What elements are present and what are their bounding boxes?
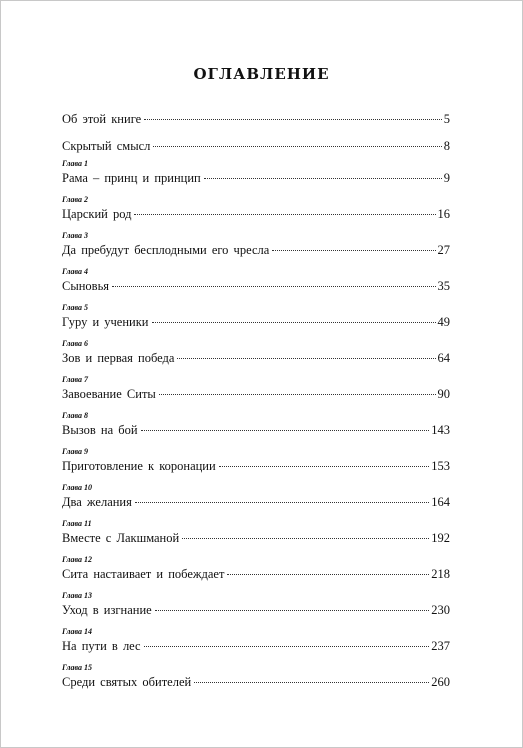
chapter-label: Глава 10	[62, 483, 93, 492]
dot-leader	[227, 574, 429, 575]
entry-page-number: 218	[431, 567, 450, 581]
dot-leader	[204, 178, 442, 179]
dot-leader	[159, 394, 436, 395]
entry-page-number: 27	[437, 243, 450, 257]
toc-entry	[62, 105, 450, 132]
entry-page-number: 164	[431, 495, 450, 509]
entry-title: Уход в изгнание	[62, 603, 152, 617]
toc-entry	[62, 627, 450, 663]
toc-entry-line	[62, 138, 450, 154]
entry-title: Два желания	[62, 495, 132, 509]
dot-leader	[112, 286, 435, 287]
entry-title: Среди святых обителей	[62, 675, 192, 689]
entry-title: Царский род	[62, 207, 132, 221]
entry-page-number: 90	[437, 387, 450, 401]
dot-leader	[153, 146, 441, 147]
entry-title: На пути в лес	[62, 639, 141, 653]
toc-entry	[62, 267, 450, 303]
chapter-label: Глава 9	[62, 447, 89, 456]
entry-title: Гуру и ученики	[62, 315, 149, 329]
table-of-contents	[62, 105, 450, 699]
toc-entry	[62, 303, 450, 339]
entry-page-number: 49	[437, 315, 450, 329]
toc-entry	[62, 339, 450, 375]
entry-title: Да пребудут бесплодными его чресла	[62, 243, 270, 257]
chapter-label: Глава 4	[62, 267, 89, 276]
chapter-label: Глава 2	[62, 195, 89, 204]
chapter-label: Глава 7	[62, 375, 89, 384]
toc-entry	[62, 483, 450, 519]
entry-title: Зов и первая победа	[62, 351, 175, 365]
page-title: ОГЛАВЛЕНИЕ	[193, 65, 330, 83]
dot-leader	[272, 250, 435, 251]
toc-entry-line	[62, 674, 450, 690]
dot-leader	[152, 322, 436, 323]
entry-page-number: 143	[431, 423, 450, 437]
toc-entry-line	[62, 602, 450, 618]
entry-title: Скрытый смысл	[62, 139, 151, 153]
toc-entry	[62, 231, 450, 267]
toc-entry-line	[62, 638, 450, 654]
toc-entry	[62, 411, 450, 447]
chapter-label: Глава 12	[62, 555, 93, 564]
entry-page-number: 260	[431, 675, 450, 689]
entry-title: Приготовление к коронации	[62, 459, 216, 473]
chapter-label: Глава 15	[62, 663, 93, 672]
entry-title: Вызов на бой	[62, 423, 138, 437]
toc-entry-line	[62, 242, 450, 258]
toc-entry	[62, 447, 450, 483]
entry-title: Сита настаивает и побеждает	[62, 567, 225, 581]
entry-page-number: 16	[437, 207, 450, 221]
dot-leader	[135, 502, 429, 503]
dot-leader	[177, 358, 435, 359]
entry-title: Сыновья	[62, 279, 110, 293]
toc-entry	[62, 591, 450, 627]
entry-title: Рама – принц и принцип	[62, 171, 201, 185]
toc-entry	[62, 555, 450, 591]
toc-entry	[62, 159, 450, 195]
toc-entry	[62, 195, 450, 231]
toc-entry	[62, 663, 450, 699]
entry-page-number: 230	[431, 603, 450, 617]
entry-page-number: 9	[443, 171, 450, 185]
toc-entry-line	[62, 111, 450, 127]
chapter-label: Глава 6	[62, 339, 89, 348]
entry-page-number: 64	[437, 351, 450, 365]
entry-title: Завоевание Ситы	[62, 387, 156, 401]
chapter-label: Глава 14	[62, 627, 93, 636]
toc-entry-line	[62, 278, 450, 294]
toc-entry-line	[62, 494, 450, 510]
toc-entry-line	[62, 314, 450, 330]
entry-page-number: 35	[437, 279, 450, 293]
toc-entry-line	[62, 206, 450, 222]
toc-entry-line	[62, 170, 450, 186]
toc-entry-line	[62, 530, 450, 546]
toc-entry	[62, 375, 450, 411]
chapter-label: Глава 3	[62, 231, 89, 240]
dot-leader	[155, 610, 430, 611]
entry-page-number: 153	[431, 459, 450, 473]
dot-leader	[219, 466, 430, 467]
entry-page-number: 5	[443, 112, 450, 126]
dot-leader	[144, 646, 430, 647]
entry-page-number: 237	[431, 639, 450, 653]
toc-entry-line	[62, 458, 450, 474]
toc-entry-line	[62, 422, 450, 438]
chapter-label: Глава 5	[62, 303, 89, 312]
chapter-label: Глава 11	[62, 519, 92, 528]
chapter-label: Глава 8	[62, 411, 89, 420]
entry-page-number: 8	[443, 139, 450, 153]
toc-entry	[62, 519, 450, 555]
entry-title: Об этой книге	[62, 112, 142, 126]
toc-entry-line	[62, 350, 450, 366]
dot-leader	[141, 430, 430, 431]
dot-leader	[194, 682, 429, 683]
entry-page-number: 192	[431, 531, 450, 545]
toc-entry	[62, 132, 450, 159]
dot-leader	[182, 538, 429, 539]
chapter-label: Глава 13	[62, 591, 93, 600]
chapter-label: Глава 1	[62, 159, 89, 168]
entry-title: Вместе с Лакшманой	[62, 531, 180, 545]
dot-leader	[144, 119, 442, 120]
dot-leader	[134, 214, 435, 215]
toc-entry-line	[62, 386, 450, 402]
toc-entry-line	[62, 566, 450, 582]
